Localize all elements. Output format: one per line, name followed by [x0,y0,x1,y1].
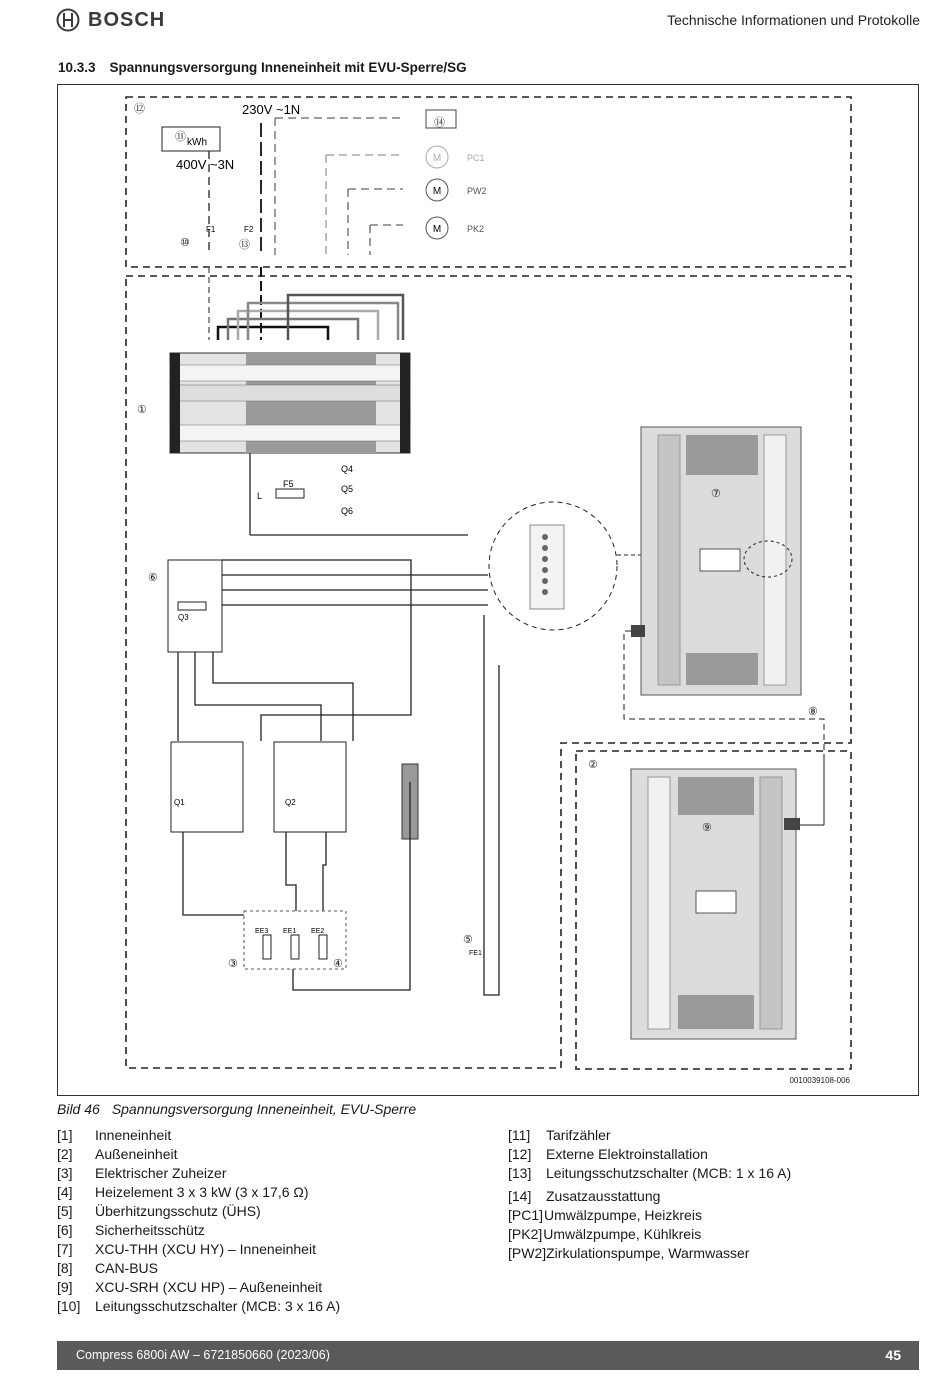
section-heading: Spannungsversorgung Inneneinheit mit EVU-Sperre/SG [109,60,467,75]
q6-label: Q6 [341,506,354,516]
l-label: L [257,491,263,501]
q5-label: Q5 [341,484,354,494]
q3-label: Q3 [178,613,189,622]
section-title [58,60,467,75]
page-footer [57,1341,919,1370]
legend-item: [12] Externe Elektroinstallation [508,1146,708,1162]
marker-12: ⑫ [134,103,145,115]
page-number: 45 [885,1347,901,1363]
bosch-armature-icon [56,8,80,32]
contactor-q2 [274,742,346,832]
marker-5: ⑤ [463,934,473,946]
bosch-logo [56,8,165,32]
external-installation-region [126,97,851,267]
legend-item: [10] Leitungsschutzschalter (MCB: 3 x 16 A) [57,1298,341,1314]
marker-6: ⑥ [148,572,158,584]
caption-number: Bild 46 [57,1101,100,1117]
marker-13: ⑬ [239,239,250,251]
supply-400-label: 400V ~3N [176,157,235,172]
legend-item: [3] Elektrischer Zuheizer [57,1165,227,1181]
marker-2: ② [588,759,598,771]
ee2-label: EE2 [311,928,325,935]
f1-label: F1 [206,225,216,234]
pk2-label: PK2 [467,224,485,234]
q2-label: Q2 [285,798,296,807]
legend-item: [1] Inneneinheit [57,1127,172,1143]
kwh-label: kWh [187,137,207,148]
ee3-label: EE3 [255,928,269,935]
pw2-label: PW2 [467,186,487,196]
legend-item: [11] Tarifzähler [508,1127,611,1143]
caption-text: Spannungsversorgung Inneneinheit, EVU-Sperre [111,1101,417,1117]
header-chapter-title: Technische Informationen und Protokolle [667,12,920,28]
brand-name: BOSCH [88,8,166,31]
legend-item: [PW2] Zirkulationspumpe, Warmwasser [508,1245,750,1261]
supply-230-label: 230V ~1N [242,102,301,117]
fe1-label: FE1 [469,950,482,957]
footer-document-info: Compress 6800i AW – 6721850660 (2023/06) [76,1348,330,1362]
marker-8: ⑧ [808,706,818,718]
page-header [0,0,950,45]
pc1-label: PC1 [467,153,485,163]
legend-right [508,1126,791,1263]
marker-4: ④ [333,958,343,970]
legend-item: [8] CAN-BUS [57,1260,159,1276]
legend-item: [5] Überhitzungsschutz (ÜHS) [57,1203,261,1219]
marker-11: ⑪ [175,131,186,143]
legend-item: [13] Leitungsschutzschalter (MCB: 1 x 16 A) [508,1165,792,1181]
marker-10: ⑩ [180,237,190,249]
legend-item: [PK2] Umwälzpumpe, Kühlkreis [508,1226,702,1242]
legend-item: [PC1] Umwälzpumpe, Heizkreis [508,1207,702,1223]
legend-item: [14] Zusatzausstattung [508,1188,661,1204]
marker-14: ⑭ [434,117,445,129]
ee1-label: EE1 [283,928,297,935]
marker-3: ③ [228,958,238,970]
marker-1: ① [137,404,147,416]
legend-item: [9] XCU-SRH (XCU HP) – Außeneinheit [57,1279,323,1295]
legend-left [57,1126,340,1316]
legend-item: [6] Sicherheitsschütz [57,1222,205,1238]
wiring-diagram [57,84,919,1096]
figure-code: 0010039108-006 [789,1076,850,1085]
section-number: 10.3.3 [58,60,96,75]
contactor-q1 [171,742,243,832]
q1-label: Q1 [174,798,185,807]
motor-pk2-label: M [432,224,442,235]
legend-item: [2] Außeneinheit [57,1146,178,1162]
figure-caption [57,1101,416,1117]
motor-pw2-label: M [432,186,442,197]
f2-label: F2 [244,225,254,234]
motor-pc1-label: M [432,153,442,164]
legend-item: [4] Heizelement 3 x 3 kW (3 x 17,6 Ω) [57,1184,309,1200]
marker-7: ⑦ [711,488,721,500]
marker-9: ⑨ [702,822,712,834]
q4-label: Q4 [341,464,354,474]
f5-label: F5 [283,479,294,489]
legend-item: [7] XCU-THH (XCU HY) – Inneneinheit [57,1241,316,1257]
